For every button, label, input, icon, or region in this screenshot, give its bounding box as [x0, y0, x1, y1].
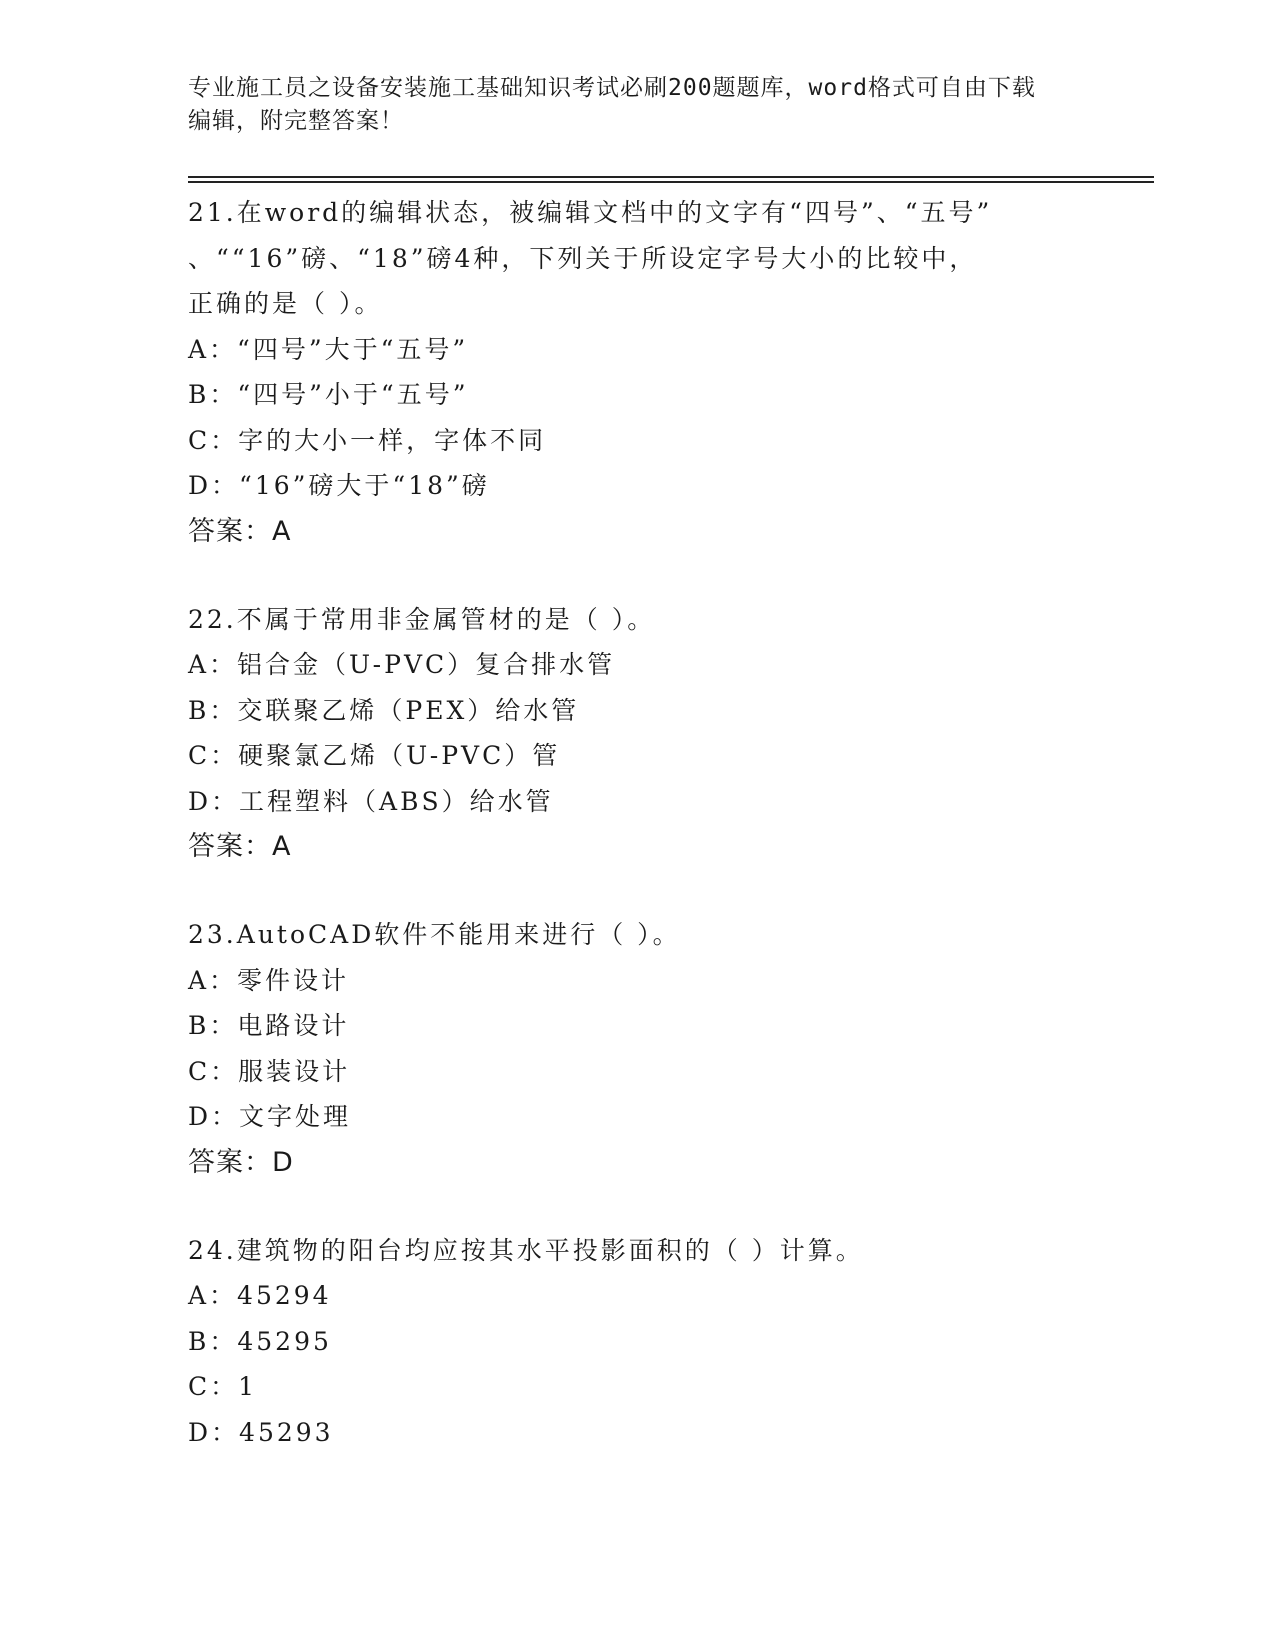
option-b: B：45295	[188, 1326, 332, 1356]
option-c: C：字的大小一样，字体不同	[188, 425, 547, 455]
header-line-2: 编辑，附完整答案！	[188, 108, 404, 134]
header-divider-bottom	[188, 181, 1154, 183]
answer-label: 答案：A	[188, 831, 292, 862]
option-a: A：“四号”大于“五号”	[188, 334, 469, 364]
option-d: D：文字处理	[188, 1102, 352, 1131]
page-header	[188, 72, 1068, 138]
question-24	[188, 1228, 1088, 1456]
question-list	[188, 190, 1088, 1497]
option-c: C：硬聚氯乙烯（U-PVC）管	[188, 741, 561, 770]
question-text: 23.AutoCAD软件不能用来进行（ ）。	[188, 920, 681, 949]
question-text: 、““16”磅、“18”磅4种，下列关于所设定字号大小的比较中，	[188, 243, 978, 273]
option-a: A：零件设计	[188, 965, 350, 995]
option-b: B：“四号”小于“五号”	[188, 380, 469, 409]
option-a: A：45294	[188, 1281, 332, 1310]
answer-label: 答案：A	[188, 515, 292, 547]
option-d: D：“16”磅大于“18”磅	[188, 471, 490, 500]
header-line-1: 专业施工员之设备安装施工基础知识考试必刷200题题库，word格式可自由下载	[188, 75, 1036, 101]
question-text: 24.建筑物的阳台均应按其水平投影面积的（ ）计算。	[188, 1235, 864, 1265]
question-22	[188, 597, 1088, 871]
option-c: C：1	[188, 1372, 258, 1401]
option-d: D：工程塑料（ABS）给水管	[188, 786, 554, 816]
question-23	[188, 912, 1088, 1186]
question-21	[188, 190, 1088, 555]
option-d: D：45293	[188, 1417, 334, 1447]
option-c: C：服装设计	[188, 1056, 351, 1086]
question-text: 正确的是（ ）。	[188, 289, 383, 318]
option-a: A：铝合金（U-PVC）复合排水管	[188, 650, 616, 679]
answer-label: 答案：D	[188, 1146, 294, 1178]
question-text: 21.在word的编辑状态，被编辑文档中的文字有“四号”、“五号”	[188, 198, 993, 227]
option-b: B：交联聚乙烯（PEX）给水管	[188, 695, 580, 725]
question-text: 22.不属于常用非金属管材的是（ ）。	[188, 604, 656, 634]
option-b: B：电路设计	[188, 1011, 350, 1040]
header-divider-top	[188, 176, 1154, 178]
